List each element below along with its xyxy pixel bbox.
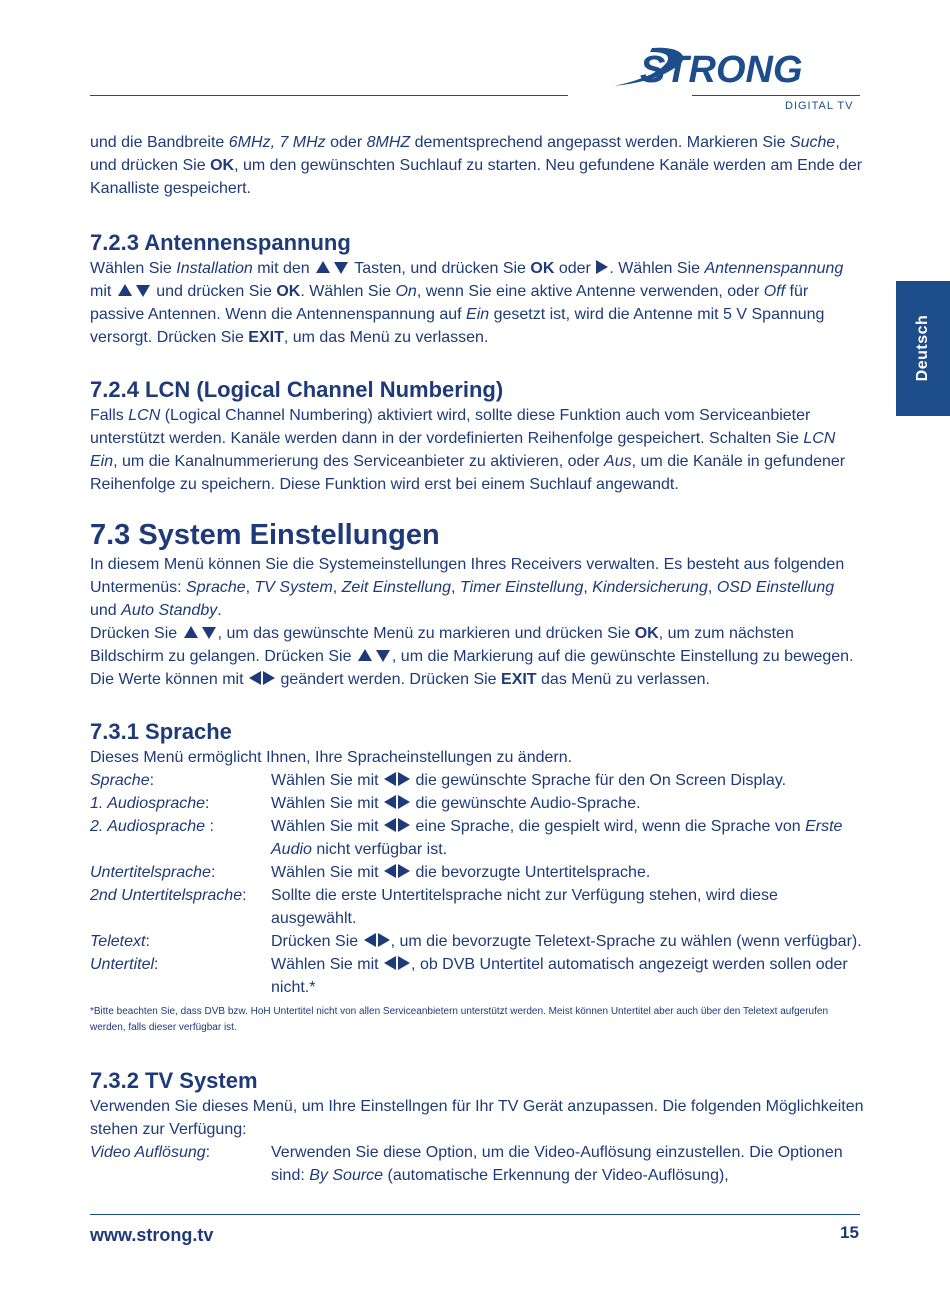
setting-row-video-aufloesung: Video Auflösung: Verwenden Sie diese Option, um die Video-Auflösung einzustellen. Die Optionen sind: By Source (automatische Erkennung der Video-Auflösung), [90,1144,843,1184]
header-rule-left [90,95,568,96]
left-arrow-icon [364,933,376,947]
left-arrow-icon [249,671,261,685]
right-arrow-icon [596,260,608,274]
down-arrow-icon [376,650,390,662]
heading-system-einstellungen: 7.3 System Einstellungen [90,519,440,551]
up-arrow-icon [118,284,132,296]
left-arrow-icon [384,795,396,809]
header-rule-right [692,95,860,96]
system-paragraph-2: Drücken Sie , um das gewünschte Menü zu markieren und drücken Sie OK, um zum nächsten Bildschirm zu gelangen. Drücken Sie , um die Markierung auf die gewünschte Einstellung zu bewegen. Die Werte können mit geändert werden. Drücken Sie EXIT das Menü zu verlassen. [90,625,854,688]
left-arrow-icon [384,818,396,832]
right-arrow-icon [398,864,410,878]
antennenspannung-paragraph: Wählen Sie Installation mit den Tasten, und drücken Sie OK oder . Wählen Sie Antennenspannung mit und drücken Sie OK. Wählen Sie On, wenn Sie eine aktive Antenne verwenden, oder Off für passive Antennen. Wenn die Antennenspannung auf Ein gesetzt ist, wird die Antenne mit 5 V Spannung versorgt. Drücken Sie EXIT, um das Menü zu verlassen. [90,260,844,346]
language-tab-label: Deutsch [914,314,931,382]
left-arrow-icon [384,956,396,970]
right-arrow-icon [398,795,410,809]
setting-row-untertitel: Untertitel: Wählen Sie mit , ob DVB Untertitel automatisch angezeigt werden sollen oder nicht.* [90,956,848,996]
subtitle-footnote: *Bitte beachten Sie, dass DVB bzw. HoH Untertitel nicht von allen Serviceanbietern unterstützt werden. Meist können Untertitel aber auch über den Teletext aufgerufen werden, falls dieser verfügbar ist. [90,1006,829,1033]
heading-antennenspannung: 7.2.3 Antennenspannung [90,230,351,255]
page-number: 15 [840,1223,859,1242]
right-arrow-icon [398,956,410,970]
left-arrow-icon [384,772,396,786]
setting-row-2nd-untertitelsprache: 2nd Untertitelsprache: Sollte die erste Untertitelsprache nicht zur Verfügung stehen, wird diese ausgewählt. [90,887,778,927]
down-arrow-icon [136,285,150,297]
intro-paragraph: und die Bandbreite 6MHz, 7 MHz oder 8MHZ dementsprechend angepasst werden. Markieren Sie Suche, und drücken Sie OK, um den gewünschten Suchlauf zu starten. Neu gefundene Kanäle werden am Ende der Kanalliste gespeichert. [90,134,863,197]
lcn-paragraph: Falls LCN (Logical Channel Numbering) aktiviert wird, sollte diese Funktion auch vom Serviceanbieter unterstützt werden. Kanäle werden dann in der vordefinierten Reihenfolge gespeichert. Schalten Sie LCN Ein, um die Kanalnummerierung des Serviceanbieter zu aktivieren, oder Aus, um die Kanäle in gefundener Reihenfolge zu speichern. Diese Funktion wird erst bei einem Suchlauf angewandt. [90,407,846,493]
setting-row-audiosprache-2: 2. Audiosprache : Wählen Sie mit eine Sprache, die gespielt wird, wenn die Sprache von Erste Audio nicht verfügbar ist. [90,818,843,858]
setting-row-untertitelsprache: Untertitelsprache: Wählen Sie mit die bevorzugte Untertitelsprache. [90,864,651,881]
right-arrow-icon [378,933,390,947]
heading-lcn: 7.2.4 LCN (Logical Channel Numbering) [90,377,504,402]
sprache-intro: Dieses Menü ermöglicht Ihnen, Ihre Spracheinstellungen zu ändern. [90,749,573,766]
logo-subtitle: DIGITAL TV [785,100,854,112]
heading-sprache: 7.3.1 Sprache [90,719,232,744]
down-arrow-icon [202,627,216,639]
heading-tv-system: 7.3.2 TV System [90,1068,258,1093]
right-arrow-icon [398,818,410,832]
setting-row-teletext: Teletext: Drücken Sie , um die bevorzugte Teletext-Sprache zu wählen (wenn verfügbar). [90,933,862,950]
logo-text: STRONG [640,49,803,91]
setting-row-sprache: Sprache: Wählen Sie mit die gewünschte Sprache für den On Screen Display. [90,772,787,789]
footer-website-link[interactable]: www.strong.tv [90,1225,214,1245]
strong-logo [612,42,862,92]
language-tab [896,281,950,416]
left-arrow-icon [384,864,396,878]
up-arrow-icon [358,649,372,661]
up-arrow-icon [316,261,330,273]
footer-rule [90,1214,860,1215]
right-arrow-icon [263,671,275,685]
right-arrow-icon [398,772,410,786]
tv-system-intro: Verwenden Sie dieses Menü, um Ihre Einstellngen für Ihr TV Gerät anzupassen. Die folgenden Möglichkeiten stehen zur Verfügung: [90,1098,864,1138]
setting-row-audiosprache-1: 1. Audiosprache: Wählen Sie mit die gewünschte Audio-Sprache. [90,795,641,812]
system-paragraph-1: In diesem Menü können Sie die Systemeinstellungen Ihres Receivers verwalten. Es besteht aus folgenden Untermenüs: Sprache, TV System, Zeit Einstellung, Timer Einstellung, Kindersicherung, OSD Einstellung und Auto Standby. [90,556,845,619]
down-arrow-icon [334,262,348,274]
up-arrow-icon [184,626,198,638]
page-content [90,131,865,1187]
